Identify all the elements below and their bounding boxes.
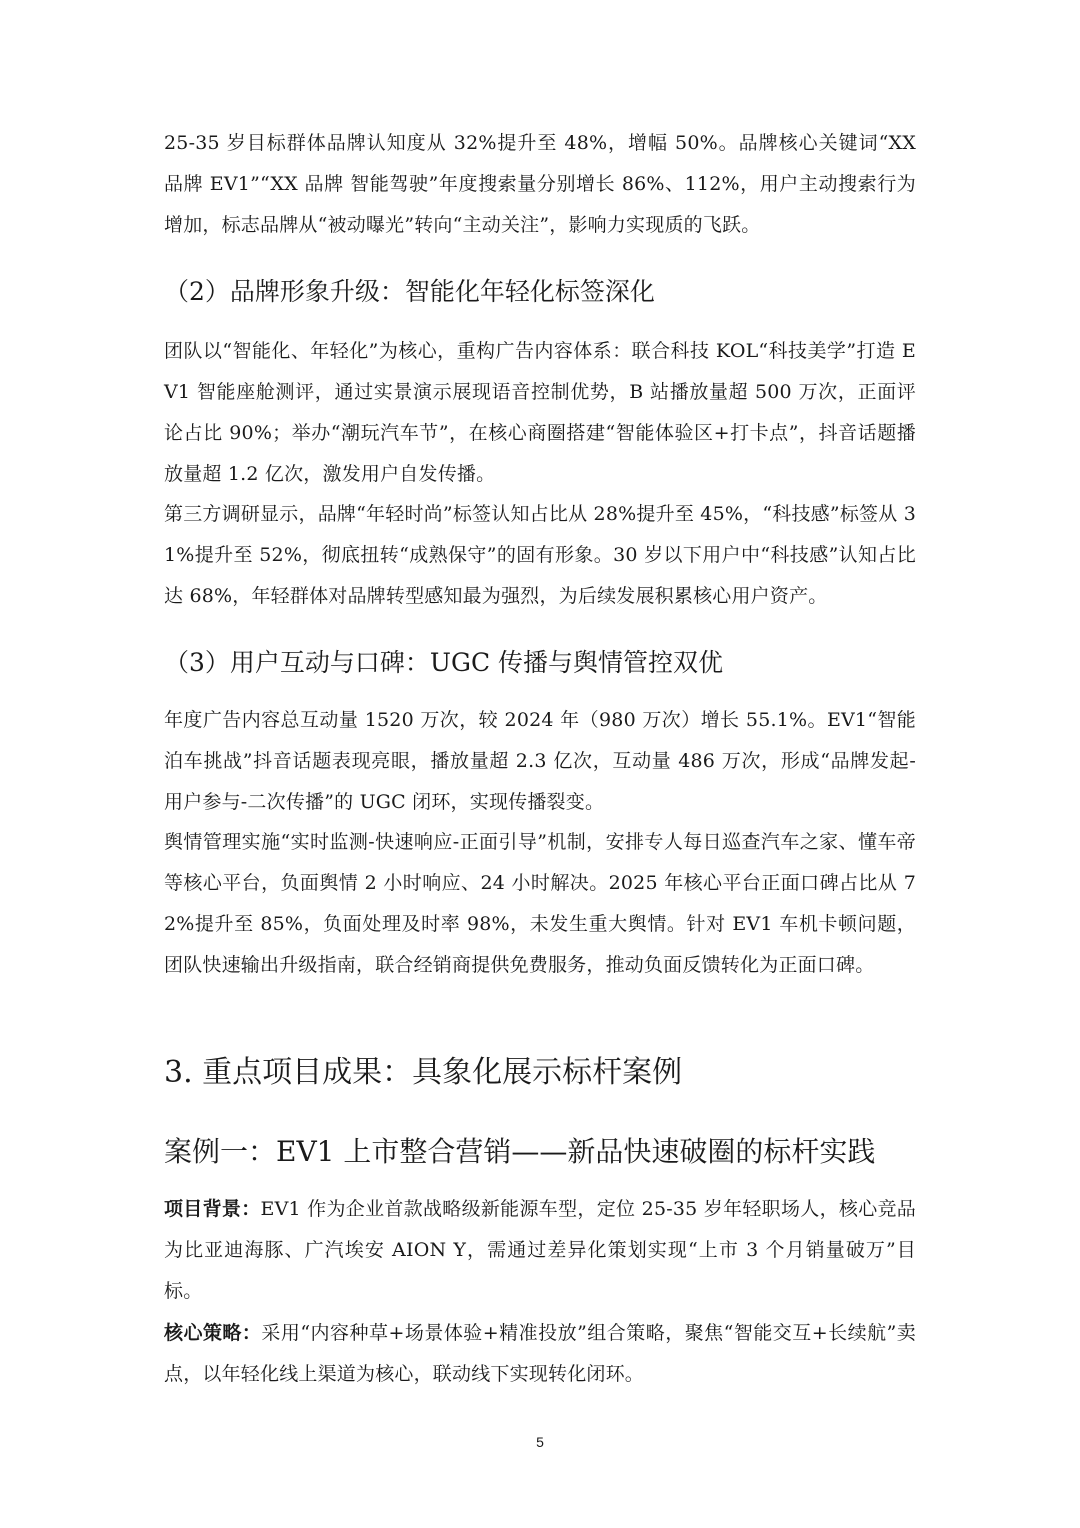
key-projects-heading: 3. 重点项目成果：具象化展示标杆案例 bbox=[164, 1055, 683, 1090]
project-background-label: 项目背景： bbox=[164, 1198, 261, 1220]
user-interaction-paragraph-2: 舆情管理实施“实时监测-快速响应-正面引导”机制，安排专人每日巡查汽车之家、懂车帝等核心平台，负面舆情 2 小时响应、24 小时解决。2025 年核心平台正面口碑占比从 72%提升至 85%，负面处理及时率 98%，未发生重大舆情。针对 EV1 车机卡顿问题，团队快速输出升级指南，联合经销商提供免费服务，推动负面反馈转化为正面口碑。 bbox=[164, 831, 916, 976]
brand-image-heading: （2）品牌形象升级：智能化年轻化标签深化 bbox=[164, 277, 655, 306]
case-one-heading: 案例一：EV1 上市整合营销——新品快速破圈的标杆实践 bbox=[164, 1135, 876, 1168]
brand-image-paragraph-2: 第三方调研显示，品牌“年轻时尚”标签认知占比从 28%提升至 45%，“科技感”标签从 31%提升至 52%，彻底扭转“成熟保守”的固有形象。30 岁以下用户中“科技感”认知占比达 68%，年轻群体对品牌转型感知最为强烈，为后续发展积累核心用户资产。 bbox=[164, 503, 916, 607]
project-background-paragraph bbox=[164, 1189, 916, 1312]
awareness-paragraph: 25-35 岁目标群体品牌认知度从 32%提升至 48%，增幅 50%。品牌核心关键词“XX 品牌 EV1”“XX 品牌 智能驾驶”年度搜索量分别增长 86%、112%，用户主动搜索行为增加，标志品牌从“被动曝光”转向“主动关注”，影响力实现质的飞跃。 bbox=[164, 132, 916, 236]
page-number: 5 bbox=[536, 1434, 544, 1450]
core-strategy-paragraph bbox=[164, 1313, 916, 1395]
core-strategy-text: 采用“内容种草+场景体验+精准投放”组合策略，聚焦“智能交互+长续航”卖点，以年轻化线上渠道为核心，联动线下实现转化闭环。 bbox=[164, 1322, 916, 1385]
brand-image-paragraph-1: 团队以“智能化、年轻化”为核心，重构广告内容体系：联合科技 KOL“科技美学”打造 EV1 智能座舱测评，通过实景演示展现语音控制优势，B 站播放量超 500 万次，正面评论占比 90%；举办“潮玩汽车节”，在核心商圈搭建“智能体验区+打卡点”，抖音话题播放量超 1.2 亿次，激发用户自发传播。 bbox=[164, 340, 916, 485]
user-interaction-heading: （3）用户互动与口碑：UGC 传播与舆情管控双优 bbox=[164, 648, 724, 677]
core-strategy-label: 核心策略： bbox=[164, 1322, 262, 1344]
user-interaction-paragraph-1: 年度广告内容总互动量 1520 万次，较 2024 年（980 万次）增长 55.1%。EV1“智能泊车挑战”抖音话题表现亮眼，播放量超 2.3 亿次，互动量 486 万次，形成“品牌发起-用户参与-二次传播”的 UGC 闭环，实现传播裂变。 bbox=[164, 709, 916, 813]
project-background-text: EV1 作为企业首款战略级新能源车型，定位 25-35 岁年轻职场人，核心竞品为比亚迪海豚、广汽埃安 AION Y，需通过差异化策划实现“上市 3 个月销量破万”目标。 bbox=[164, 1198, 916, 1302]
